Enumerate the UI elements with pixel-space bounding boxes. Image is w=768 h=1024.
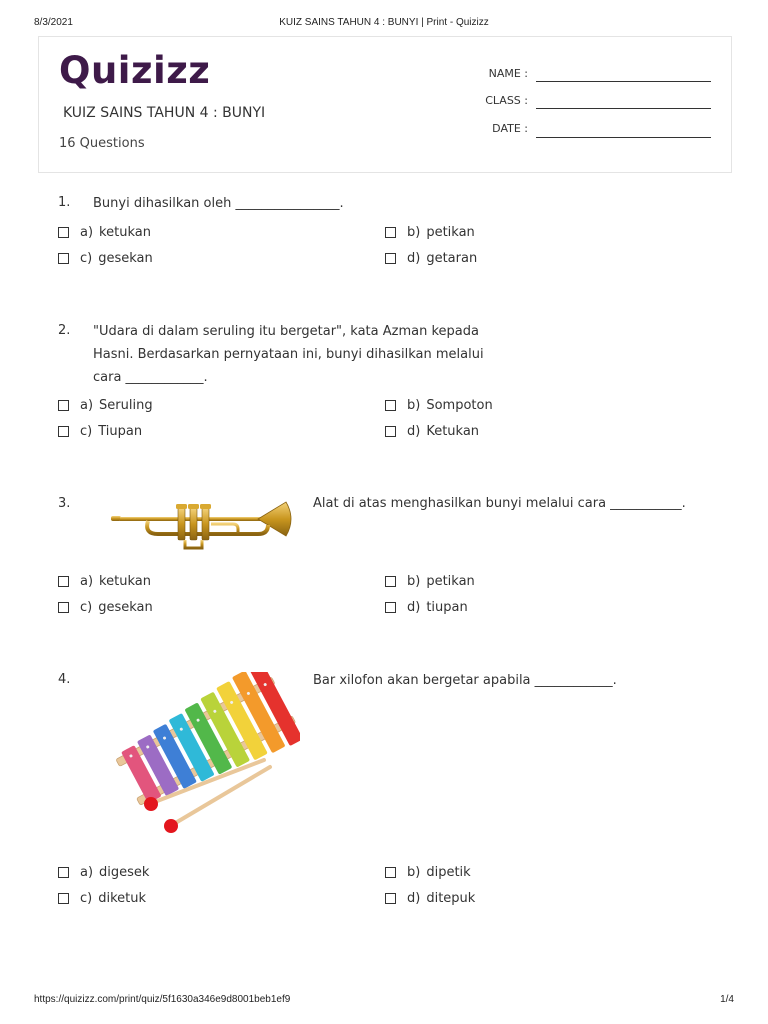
xylophone-icon — [108, 672, 300, 844]
option-letter: a) — [80, 397, 94, 413]
checkbox[interactable] — [58, 893, 69, 904]
checkbox[interactable] — [385, 253, 396, 264]
print-date: 8/3/2021 — [34, 17, 73, 28]
checkbox[interactable] — [385, 400, 396, 411]
checkbox[interactable] — [58, 426, 69, 437]
option-text: getaran — [426, 250, 478, 266]
option-letter: d) — [407, 250, 421, 266]
option-c[interactable] — [58, 250, 153, 266]
option-a[interactable] — [58, 397, 153, 413]
option-d[interactable] — [385, 250, 477, 266]
option-letter: b) — [407, 397, 421, 413]
checkbox[interactable] — [58, 227, 69, 238]
option-letter: b) — [407, 224, 421, 240]
option-c[interactable] — [58, 599, 153, 615]
page-number: 1/4 — [720, 994, 734, 1005]
quiz-header — [38, 36, 732, 173]
option-text: digesek — [99, 864, 150, 880]
print-title: KUIZ SAINS TAHUN 4 : BUNYI | Print - Quizizz — [279, 17, 489, 28]
question-text: Bar xilofon akan bergetar apabila ____________. — [313, 673, 617, 688]
option-letter: c) — [80, 423, 93, 439]
option-b[interactable] — [385, 224, 475, 240]
date-label: DATE : — [492, 122, 528, 135]
option-d[interactable] — [385, 423, 479, 439]
option-text: petikan — [426, 224, 475, 240]
option-text: ditepuk — [426, 890, 476, 906]
option-letter: d) — [407, 423, 421, 439]
option-c[interactable] — [58, 890, 146, 906]
quizizz-logo: Quizizz — [59, 49, 211, 92]
option-b[interactable] — [385, 397, 493, 413]
option-text: gesekan — [98, 599, 153, 615]
option-b[interactable] — [385, 573, 475, 589]
checkbox[interactable] — [58, 867, 69, 878]
question-number: 1. — [58, 195, 71, 210]
checkbox[interactable] — [58, 400, 69, 411]
checkbox[interactable] — [385, 426, 396, 437]
question-text: Alat di atas menghasilkan bunyi melalui cara ___________. — [313, 496, 686, 511]
option-letter: c) — [80, 890, 93, 906]
checkbox[interactable] — [385, 227, 396, 238]
option-letter: a) — [80, 864, 94, 880]
option-text: dipetik — [426, 864, 471, 880]
question-count: 16 Questions — [59, 136, 145, 151]
checkbox[interactable] — [385, 893, 396, 904]
class-line — [536, 108, 711, 109]
option-letter: a) — [80, 224, 94, 240]
option-a[interactable] — [58, 573, 151, 589]
option-a[interactable] — [58, 864, 149, 880]
date-line — [536, 137, 711, 138]
class-label: CLASS : — [485, 94, 528, 107]
option-text: tiupan — [426, 599, 468, 615]
option-text: diketuk — [98, 890, 147, 906]
checkbox[interactable] — [385, 576, 396, 587]
trumpet-icon — [108, 494, 298, 556]
option-text: Tiupan — [98, 423, 143, 439]
option-letter: c) — [80, 250, 93, 266]
checkbox[interactable] — [58, 576, 69, 587]
option-text: petikan — [426, 573, 475, 589]
option-text: Sompoton — [426, 397, 493, 413]
question-number: 4. — [58, 672, 71, 687]
question-number: 3. — [58, 496, 71, 511]
option-letter: d) — [407, 599, 421, 615]
checkbox[interactable] — [385, 867, 396, 878]
question-text-line-1: "Udara di dalam seruling itu bergetar", kata Azman kepada — [93, 324, 479, 339]
option-text: ketukan — [99, 224, 151, 240]
option-text: Ketukan — [426, 423, 480, 439]
option-text: ketukan — [99, 573, 151, 589]
option-d[interactable] — [385, 890, 475, 906]
question-text-line-2: Hasni. Berdasarkan pernyataan ini, bunyi dihasilkan melalui — [93, 347, 484, 362]
option-text: Seruling — [99, 397, 153, 413]
quiz-title: KUIZ SAINS TAHUN 4 : BUNYI — [63, 105, 266, 121]
question-text: Bunyi dihasilkan oleh ________________. — [93, 196, 344, 211]
name-label: NAME : — [488, 67, 528, 80]
name-line — [536, 81, 711, 82]
print-url[interactable]: https://quizizz.com/print/quiz/5f1630a346e9d8001beb1ef9 — [34, 994, 291, 1005]
option-c[interactable] — [58, 423, 142, 439]
checkbox[interactable] — [385, 602, 396, 613]
option-letter: b) — [407, 864, 421, 880]
option-b[interactable] — [385, 864, 471, 880]
option-a[interactable] — [58, 224, 151, 240]
option-letter: b) — [407, 573, 421, 589]
option-letter: a) — [80, 573, 94, 589]
checkbox[interactable] — [58, 253, 69, 264]
option-text: gesekan — [98, 250, 153, 266]
question-number: 2. — [58, 323, 71, 338]
option-letter: d) — [407, 890, 421, 906]
checkbox[interactable] — [58, 602, 69, 613]
question-text-line-3: cara ____________. — [93, 370, 208, 385]
option-letter: c) — [80, 599, 93, 615]
option-d[interactable] — [385, 599, 468, 615]
